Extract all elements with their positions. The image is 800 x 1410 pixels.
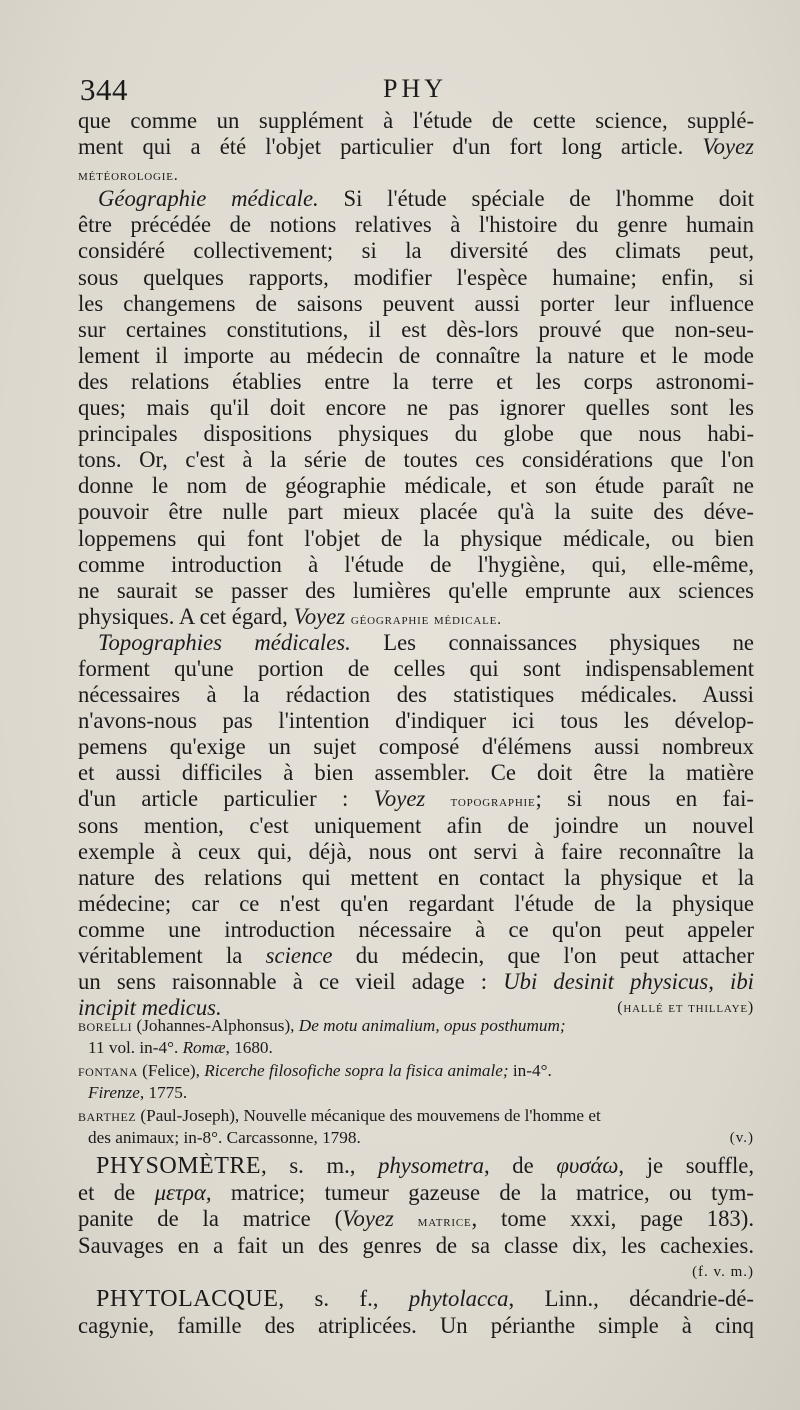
reference-detail: (Paul-Joseph), Nouvelle mécanique des mouvemens de l'homme et bbox=[136, 1105, 601, 1125]
headword: PHYTOLACQUE bbox=[96, 1285, 279, 1312]
text-run: ques; mais qu'il doit encore ne pas ignorer quelles sont les bbox=[78, 395, 754, 421]
dictionary-entries bbox=[78, 1153, 754, 1339]
text-line bbox=[78, 630, 754, 656]
bibliography bbox=[78, 1015, 754, 1149]
text-run: que comme un supplément à l'étude de cette science, supplé- bbox=[78, 108, 754, 133]
physometre-line bbox=[78, 1206, 754, 1233]
text-run: comme une introduction nécessaire à ce qu'on peut appeler bbox=[78, 916, 754, 942]
physometre-line bbox=[78, 1153, 754, 1180]
text-run: Les connaissances physiques ne bbox=[350, 629, 754, 655]
text-line bbox=[78, 578, 754, 604]
text-run: un sens raisonnable à ce vieil adage : bbox=[78, 969, 504, 995]
italic-run: Topographies médicales. bbox=[98, 629, 351, 655]
text-line bbox=[78, 447, 754, 473]
reference-author: fontana bbox=[78, 1060, 138, 1080]
text-run: tons. Or, c'est à la série de toutes ces considérations que l'on bbox=[78, 447, 754, 473]
text-run: sur certaines constitutions, il est dès-lors prouvé que non-seu- bbox=[78, 316, 754, 342]
text-run: , matrice; tumeur gazeuse de la matrice, ou tym- bbox=[205, 1179, 754, 1205]
reference-continuation bbox=[78, 1037, 754, 1059]
text-line bbox=[78, 265, 754, 291]
italic-run: physometra bbox=[378, 1153, 484, 1178]
entry-signature: (f. v. m.) bbox=[692, 1264, 754, 1281]
italic-run: μετρα bbox=[154, 1179, 206, 1205]
reference-imprint bbox=[88, 1038, 273, 1057]
text-run: , s. f., bbox=[278, 1285, 409, 1311]
small-caps-run: topographie bbox=[450, 793, 536, 811]
text-line bbox=[78, 552, 754, 578]
text-line bbox=[78, 160, 754, 186]
text-run: nature des relations qui mettent en contact la physique et la bbox=[78, 864, 754, 890]
text-line bbox=[78, 682, 754, 708]
text-run: donne le nom de géographie médicale, et son étude paraît ne bbox=[78, 473, 754, 499]
running-head: PHY bbox=[382, 74, 447, 103]
imprint-run: Romæ bbox=[182, 1038, 226, 1058]
text-line bbox=[78, 813, 754, 839]
text-run: Si l'étude spéciale de l'homme doit bbox=[318, 186, 754, 212]
headword: PHYSOMÈTRE bbox=[96, 1153, 262, 1179]
physometre-line bbox=[78, 1233, 754, 1260]
text-line bbox=[78, 891, 754, 917]
text-run bbox=[394, 1206, 418, 1231]
italic-run: phytolacca bbox=[408, 1285, 509, 1311]
reference-detail: (Felice), bbox=[137, 1060, 205, 1080]
text-line bbox=[78, 369, 754, 395]
text-run: n'avons-nous pas l'intention d'indiquer ici tous les dévelop- bbox=[78, 708, 754, 734]
text-run: ne saurait se passer des lumières qu'elle emprunte aux sciences bbox=[78, 577, 754, 603]
small-caps-run: matrice bbox=[417, 1213, 472, 1231]
italic-run: Voyez bbox=[342, 1206, 394, 1232]
imprint-run: 11 vol. in-4°. bbox=[88, 1038, 183, 1058]
text-run: , de bbox=[483, 1153, 557, 1178]
page-header bbox=[80, 72, 750, 110]
author-signature: (hallé et thillaye) bbox=[617, 999, 754, 1017]
article-body bbox=[78, 108, 754, 1021]
text-run: comme introduction à l'étude de l'hygiène, qui, elle-même, bbox=[78, 551, 754, 577]
text-line bbox=[78, 526, 754, 552]
text-run: véritablement la bbox=[78, 943, 266, 968]
text-line bbox=[78, 865, 754, 891]
imprint-run: des animaux; in-8°. Carcassonne, 1798. bbox=[88, 1127, 361, 1147]
text-line bbox=[78, 317, 754, 343]
text-line bbox=[78, 134, 754, 160]
text-run: lement il importe au médecin de connaître la nature et le mode bbox=[78, 342, 754, 368]
reference-continuation bbox=[78, 1082, 754, 1104]
phytolacque-line bbox=[78, 1286, 754, 1313]
text-run: forment qu'une portion de celles qui sont indispensablement bbox=[78, 655, 754, 681]
reference-line bbox=[78, 1060, 754, 1082]
text-line bbox=[78, 343, 754, 369]
imprint-run: , 1680. bbox=[225, 1038, 273, 1058]
page-number: 344 bbox=[80, 72, 128, 107]
text-line bbox=[78, 917, 754, 943]
imprint-run: Firenze bbox=[88, 1083, 140, 1103]
text-run: sons mention, c'est uniquement afin de joindre un nouvel bbox=[78, 812, 754, 838]
text-run: nécessaires à la rédaction des statistiques médicales. Aussi bbox=[78, 682, 754, 708]
reference-title: De motu animalium, opus posthumum; bbox=[298, 1016, 566, 1035]
text-line bbox=[78, 943, 754, 969]
reference-title: Ricerche filosofiche sopra la fisica animale; bbox=[204, 1060, 509, 1080]
text-run: panite de la matrice ( bbox=[78, 1206, 343, 1232]
text-line bbox=[78, 291, 754, 317]
italic-run: Voyez bbox=[702, 134, 754, 160]
closing-phrase: incipit medicus. bbox=[78, 995, 222, 1021]
text-line bbox=[78, 839, 754, 865]
text-line bbox=[78, 708, 754, 734]
italic-run: Voyez bbox=[373, 786, 426, 812]
text-run: être précédée de notions relatives à l'histoire du genre humain bbox=[78, 212, 754, 238]
text-run: et de bbox=[78, 1179, 155, 1205]
text-line bbox=[78, 186, 754, 212]
text-run: , s. m., bbox=[261, 1153, 379, 1178]
text-run: , tome xxxi, page 183). bbox=[471, 1206, 754, 1232]
text-line bbox=[78, 473, 754, 499]
text-run: sous quelques rapports, modifier l'espèce humaine; enfin, si bbox=[78, 264, 754, 290]
italic-run: φυσάω bbox=[556, 1153, 619, 1178]
small-caps-run: météorologie. bbox=[78, 167, 179, 185]
text-run: et aussi difficiles à bien assembler. Ce doit être la matière bbox=[78, 760, 754, 786]
text-line bbox=[78, 238, 754, 264]
text-line bbox=[78, 760, 754, 786]
reference-imprint bbox=[88, 1083, 187, 1102]
reference-author: barthez bbox=[78, 1105, 137, 1125]
text-line bbox=[78, 212, 754, 238]
text-line bbox=[78, 734, 754, 760]
text-line bbox=[78, 499, 754, 525]
text-line bbox=[78, 395, 754, 421]
text-run: loppemens qui font l'objet de la physique médicale, ou bien bbox=[78, 525, 754, 551]
text-line bbox=[78, 786, 754, 812]
text-run: ; si nous en fai- bbox=[535, 786, 754, 812]
text-run: , Linn., décandrie-dé- bbox=[508, 1285, 754, 1311]
text-run: des relations établies entre la terre et les corps astronomi- bbox=[78, 368, 754, 394]
text-run: les changemens de saisons peuvent aussi porter leur influence bbox=[78, 290, 754, 316]
text-run bbox=[425, 786, 450, 811]
text-run: exemple à ceux qui, déjà, nous ont servi à faire reconnaître la bbox=[78, 838, 754, 864]
text-run: cagynie, famille des atriplicées. Un périanthe simple à cinq bbox=[78, 1312, 754, 1338]
text-run: Sauvages en a fait un des genres de sa classe dix, les cachexies. bbox=[78, 1232, 754, 1258]
reference-detail: (Johannes-Alphonsus), bbox=[132, 1016, 299, 1035]
reference-imprint bbox=[88, 1127, 361, 1149]
text-run: médecine; car ce n'est qu'en regardant l'étude de la physique bbox=[78, 890, 754, 916]
italic-run: Géographie médicale. bbox=[98, 186, 319, 212]
reference-line bbox=[78, 1015, 754, 1037]
phytolacque-line bbox=[78, 1313, 754, 1340]
text-run: , je souffle, bbox=[618, 1153, 754, 1178]
text-run: pemens qu'exige un sujet composé d'élémens aussi nombreux bbox=[78, 734, 754, 760]
text-run: ment qui a été l'objet particulier d'un fort long article. bbox=[78, 134, 703, 160]
italic-run: Ubi desinit physicus, ibi bbox=[503, 969, 754, 995]
reference-format: in-4°. bbox=[508, 1060, 552, 1080]
imprint-run: , 1775. bbox=[139, 1083, 188, 1103]
physometre-line bbox=[78, 1180, 754, 1207]
text-line bbox=[78, 108, 754, 134]
italic-run: Voyez bbox=[293, 603, 346, 629]
text-run: pouvoir être nulle part mieux placée qu'à la suite des déve- bbox=[78, 499, 754, 525]
italic-run: science bbox=[265, 943, 333, 968]
text-line bbox=[78, 656, 754, 682]
text-line bbox=[78, 969, 754, 995]
text-run: physiques. A cet égard, bbox=[78, 603, 294, 629]
reference-line bbox=[78, 1105, 754, 1127]
text-line bbox=[78, 604, 754, 630]
text-run: d'un article particulier : bbox=[78, 786, 374, 812]
reference-author: borelli bbox=[78, 1016, 133, 1035]
text-run: du médecin, que l'on peut attacher bbox=[332, 943, 754, 968]
reference-signature: (v.) bbox=[729, 1129, 754, 1146]
reference-continuation bbox=[78, 1127, 754, 1149]
small-caps-run: géographie médicale. bbox=[350, 610, 502, 628]
text-line bbox=[78, 421, 754, 447]
text-run: principales dispositions physiques du globe que nous habi- bbox=[78, 421, 754, 447]
text-run: considéré collectivement; si la diversité des climats peut, bbox=[78, 238, 754, 264]
